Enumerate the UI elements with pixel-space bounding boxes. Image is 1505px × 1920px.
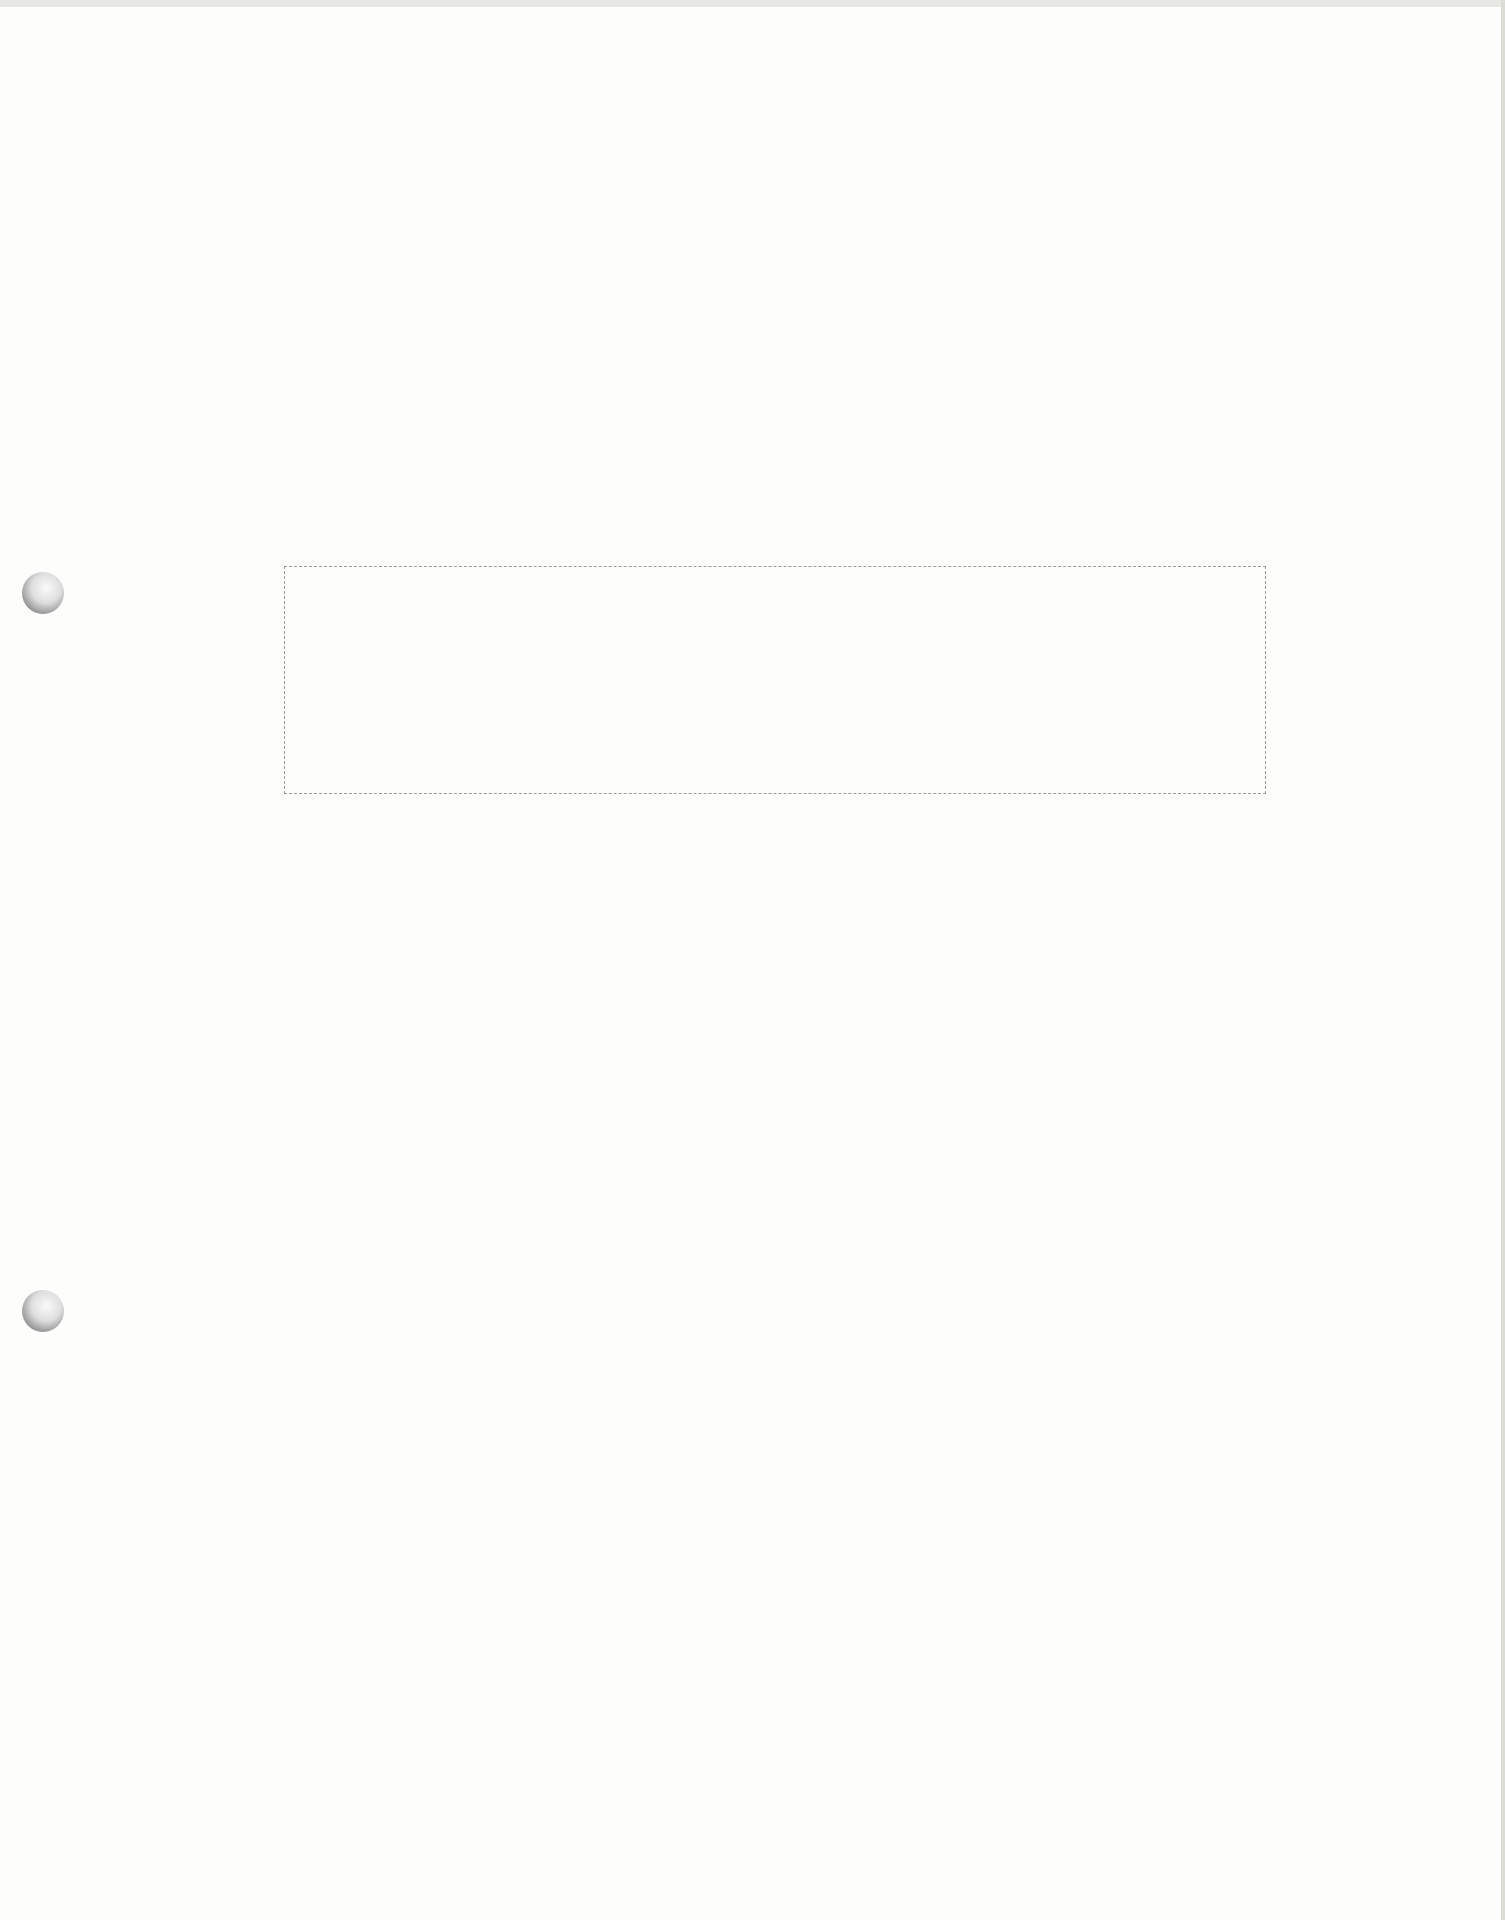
- paper-top-edge: [0, 0, 1505, 7]
- paper-right-edge: [1501, 0, 1505, 1920]
- announcement-box: [284, 566, 1266, 794]
- punch-hole-upper: [22, 572, 64, 614]
- punch-hole-lower: [22, 1290, 64, 1332]
